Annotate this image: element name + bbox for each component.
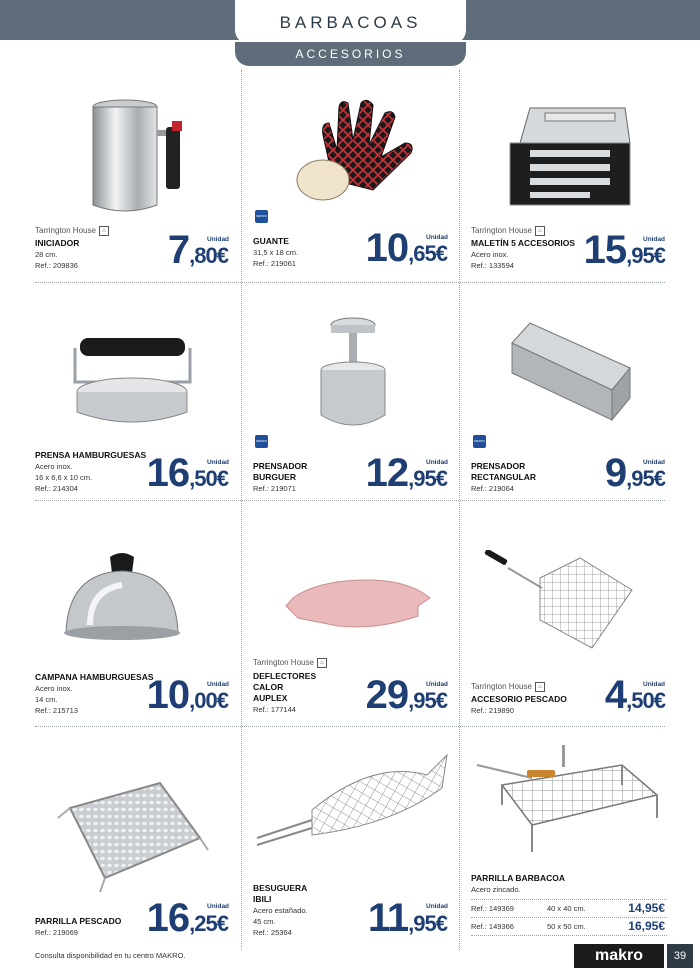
- heat-deflector-image: [278, 568, 443, 638]
- price: 15,95€: [583, 228, 665, 272]
- product-ref: Ref.: 219890: [471, 706, 514, 715]
- product-ref: Ref.: 219069: [35, 928, 78, 937]
- row-price: 14,95€: [628, 901, 665, 915]
- product-name: ACCESORIO PESCADO: [471, 694, 567, 704]
- product-name: AUPLEX: [253, 693, 288, 703]
- product-name: CAMPANA HAMBURGUESAS: [35, 672, 154, 682]
- unit-label: Unidad: [426, 459, 449, 466]
- product-description: Acero inox.: [471, 250, 509, 259]
- unit-label: Unidad: [207, 681, 230, 688]
- burger-press-image: [313, 315, 393, 437]
- burger-dome-image: [60, 545, 185, 650]
- section-subtitle: ACCESORIOS: [235, 42, 466, 66]
- product-name: CALOR: [253, 682, 284, 692]
- price: 29,95€: [365, 673, 447, 717]
- product-description: Acero zincado.: [471, 885, 521, 894]
- product-ref: Ref.: 215713: [35, 706, 78, 715]
- row-divider: [35, 500, 665, 501]
- price: 16,50€: [146, 451, 228, 495]
- row-size: 50 x 50 cm.: [547, 922, 586, 931]
- row-size: 40 x 40 cm.: [547, 904, 586, 913]
- product-description: Acero inox.: [35, 684, 73, 693]
- table-row: [471, 900, 667, 918]
- price: 10,00€: [146, 673, 228, 717]
- unit-label: Unidad: [643, 236, 666, 243]
- product-ref: Ref.: 133594: [471, 261, 514, 270]
- unit-label: Unidad: [207, 459, 230, 466]
- metro-logo: METRO: [473, 435, 486, 448]
- unit-label: Unidad: [426, 681, 449, 688]
- fish-basket-image: [252, 750, 452, 860]
- product-name: PRENSA HAMBURGUESAS: [35, 450, 147, 460]
- product-ref: Ref.: 219061: [253, 259, 296, 268]
- product-ref: Ref.: 214304: [35, 484, 78, 493]
- product-ref: Ref.: 177144: [253, 705, 296, 714]
- availability-note: Consulta disponibilidad en tu centro MAKRO.: [35, 951, 186, 960]
- table-row: [471, 918, 667, 936]
- unit-label: Unidad: [643, 459, 666, 466]
- product-name: BESUGUERA: [253, 883, 308, 893]
- price: 9,95€: [604, 451, 665, 495]
- product-description: 31,5 x 18 cm.: [253, 248, 299, 257]
- product-ref: Ref.: 219064: [471, 484, 514, 493]
- price: 12,95€: [365, 451, 447, 495]
- brand-label: Tarrington House ⌂: [471, 682, 545, 692]
- unit-label: Unidad: [207, 903, 230, 910]
- price: 4,50€: [604, 673, 665, 717]
- product-name: INICIADOR: [35, 238, 80, 248]
- chimney-starter-image: [80, 95, 190, 220]
- product-name: RECTANGULAR: [471, 472, 537, 482]
- section-title: BARBACOAS: [235, 0, 466, 44]
- unit-label: Unidad: [426, 234, 449, 241]
- product-name: MALETÍN 5 ACCESORIOS: [471, 238, 576, 248]
- product-description: 45 cm.: [253, 917, 276, 926]
- product-description: 14 cm.: [35, 695, 58, 704]
- row-divider: [35, 282, 665, 283]
- brand-label: Tarrington House ⌂: [471, 226, 545, 236]
- unit-label: Unidad: [426, 903, 449, 910]
- product-name: BURGUER: [253, 472, 296, 482]
- brand-label: Tarrington House ⌂: [35, 226, 109, 236]
- price: 10,65€: [365, 226, 447, 270]
- row-ref: Ref.: 149366: [471, 922, 514, 931]
- column-divider: [241, 70, 242, 950]
- product-name: DEFLECTORES: [253, 671, 317, 681]
- page-number: 39: [667, 944, 693, 968]
- price-table: [471, 899, 667, 936]
- unit-label: Unidad: [207, 236, 230, 243]
- fish-grill-tray-image: [50, 778, 210, 896]
- metro-logo: METRO: [255, 210, 268, 223]
- price: 7,80€: [167, 228, 228, 272]
- row-price: 16,95€: [628, 919, 665, 933]
- product-ref: Ref.: 219071: [253, 484, 296, 493]
- tool-case-image: [505, 98, 635, 210]
- product-ref: Ref.: 25364: [253, 928, 292, 937]
- product-description: Acero inox.: [35, 462, 73, 471]
- rectangular-press-image: [500, 318, 640, 433]
- bbq-glove-image: [293, 95, 433, 210]
- product-name: GUANTE: [253, 236, 289, 246]
- price: 11,95€: [367, 896, 447, 940]
- section-tab: [235, 0, 466, 66]
- product-ref: Ref.: 209836: [35, 261, 78, 270]
- product-name: PRENSADOR: [471, 461, 526, 471]
- brand-label: Tarrington House ⌂: [253, 658, 327, 668]
- row-ref: Ref.: 149369: [471, 904, 514, 913]
- fish-grill-basket-image: [480, 550, 640, 660]
- product-name: PARRILLA BARBACOA: [471, 873, 565, 883]
- row-divider: [35, 726, 665, 727]
- product-description: 28 cm.: [35, 250, 58, 259]
- product-description: 16 x 6,6 x 10 cm.: [35, 473, 93, 482]
- product-name: IBILI: [253, 894, 272, 904]
- metro-logo: METRO: [255, 435, 268, 448]
- column-divider: [459, 70, 460, 950]
- bbq-grill-image: [472, 740, 667, 860]
- price: 16,25€: [146, 896, 228, 940]
- unit-label: Unidad: [643, 681, 666, 688]
- makro-logo: makro: [574, 944, 664, 968]
- product-description: Acero estañado.: [253, 906, 308, 915]
- product-name: PARRILLA PESCADO: [35, 916, 122, 926]
- product-name: PRENSADOR: [253, 461, 308, 471]
- burger-press-image: [65, 320, 200, 435]
